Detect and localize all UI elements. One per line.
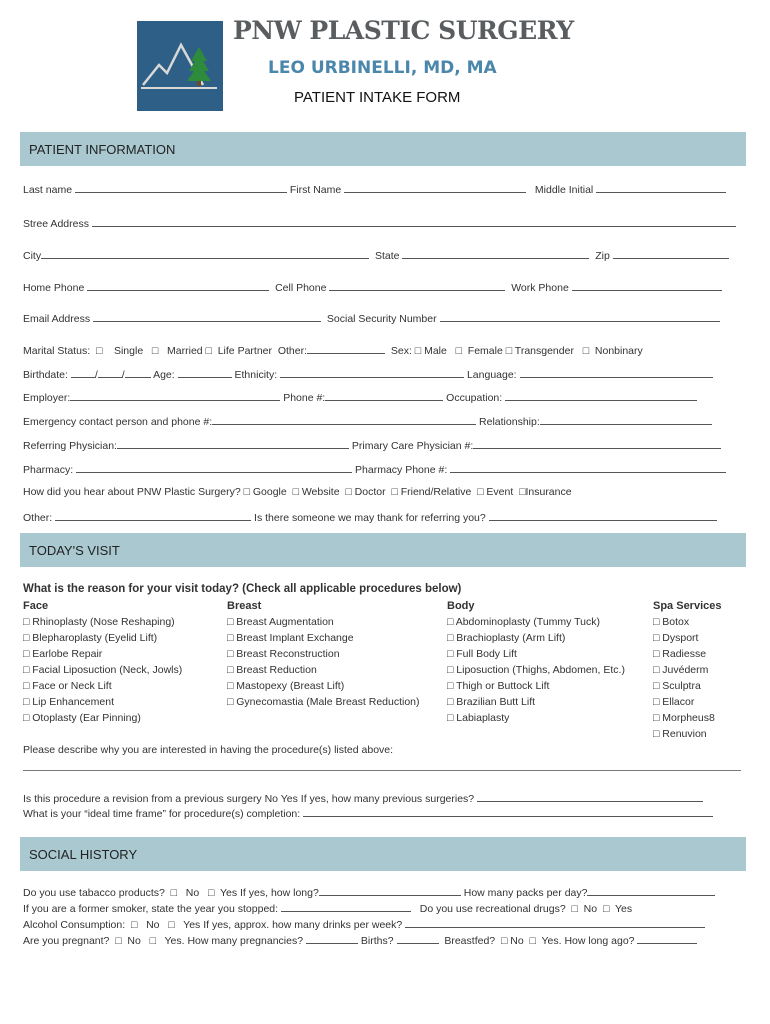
other-referral-label: Other: [23,512,53,524]
tobacco-yes-option[interactable]: Yes If yes, how long? [219,887,319,899]
pregnancies-field[interactable] [306,934,358,944]
event-option[interactable]: Event [486,486,514,498]
tobacco-no-option[interactable]: No [185,887,200,899]
married-option[interactable]: Married [167,345,203,357]
home-phone-field[interactable] [87,281,269,291]
describe-label: Please describe why you are interested in having the procedure(s) listed above: [23,744,394,756]
procedure-checkbox[interactable]: □ Rhinoplasty (Nose Reshaping) [23,616,175,628]
employer-row [23,391,697,404]
email-label: Email Address [23,313,91,325]
procedure-checkbox[interactable]: □ Breast Augmentation [227,616,334,628]
packs-label: How many packs per day? [463,887,588,899]
last-name-field[interactable] [75,183,287,193]
procedure-checkbox[interactable]: □ Renuvion [653,728,707,740]
procedure-checkbox[interactable]: □ Ellacor [653,696,695,708]
timeframe-field[interactable] [303,807,713,817]
street-row [23,217,736,230]
birth-day-field[interactable] [98,368,122,378]
births-field[interactable] [397,934,439,944]
ssn-field[interactable] [440,312,720,322]
pharmacy-phone-label: Pharmacy Phone #: [355,464,448,476]
employer-phone-field[interactable] [325,391,443,401]
procedure-checkbox[interactable]: □ Dysport [653,632,699,644]
insurance-option[interactable]: Insurance [525,486,572,498]
language-field[interactable] [520,368,713,378]
revision-count-field[interactable] [477,792,703,802]
street-field[interactable] [92,217,736,227]
other-referral-field[interactable] [55,511,251,521]
pharmacy-phone-field[interactable] [450,463,726,473]
email-row [23,312,720,325]
drugs-yes-option[interactable]: Yes [614,903,633,915]
emergency-field[interactable] [212,415,476,425]
life-partner-option[interactable]: Life Partner [217,345,272,357]
stopped-year-field[interactable] [281,902,411,912]
alcohol-label: Alcohol Consumption: [23,919,126,931]
procedure-checkbox[interactable]: □ Full Body Lift [447,648,517,660]
procedure-checkbox[interactable]: □ Abdominoplasty (Tummy Tuck) [447,616,601,628]
name-row [23,183,726,196]
ssn-label: Social Security Number [326,313,437,325]
transgender-option[interactable]: Transgender [514,345,574,357]
thank-referrer-field[interactable] [489,511,717,521]
section-header-social-history [20,837,746,871]
breastfed-duration-field[interactable] [637,934,697,944]
procedure-checkbox[interactable]: □ Breast Reduction [227,664,317,676]
procedure-checkbox[interactable]: □ Juvéderm [653,664,709,676]
marital-row: Marital Status: □ Single □ Married □ Life Partner Other: Sex: □ Male □ Female □ Transgender □ Nonbinary [23,345,643,357]
relationship-label: Relationship: [479,416,540,428]
relationship-field[interactable] [540,415,712,425]
procedure-checkbox[interactable]: □ Face or Neck Lift [23,680,112,692]
column-header: Face [23,600,49,612]
middle-initial-label: Middle Initial [534,184,594,196]
section-title: PATIENT INFORMATION [29,141,176,157]
first-name-label: First Name [289,184,342,196]
births-label: Births? [360,935,394,947]
other-referral-row [23,511,717,524]
other-option[interactable]: Other: [277,345,308,357]
drinks-field[interactable] [405,918,705,928]
procedure-checkbox[interactable]: □ Facial Liposuction (Neck, Jowls) [23,664,183,676]
friend-relative-option[interactable]: Friend/Relative [400,486,472,498]
procedure-checkbox[interactable]: □ Brachioplasty (Arm Lift) [447,632,566,644]
breastfed-label: Breastfed? [444,935,496,947]
email-field[interactable] [93,312,321,322]
occupation-field[interactable] [505,391,697,401]
city-label: City [23,250,42,262]
section-title: TODAY'S VISIT [29,542,120,558]
marital-other-field[interactable] [307,344,385,354]
former-smoker-label: If you are a former smoker, state the year you stopped: [23,903,279,915]
alcohol-no-option[interactable]: No [146,919,160,931]
pregnant-yes-option[interactable]: Yes. How many pregnancies? [164,935,304,947]
language-label: Language: [466,369,517,381]
birthdate-label: Birthdate: [23,369,68,381]
pregnant-no-option[interactable]: No [127,935,141,947]
procedure-checkbox[interactable]: □ Botox [653,616,690,628]
cell-phone-label: Cell Phone [275,282,327,294]
form-title: PATIENT INTAKE FORM [294,89,461,106]
section-header-patient-info [20,132,746,166]
tobacco-row: Do you use tabacco products? □ No □ Yes If yes, how long? How many packs per day? [23,886,715,899]
procedure-checkbox[interactable]: □ Mastopexy (Breast Lift) [227,680,345,692]
procedure-checkbox[interactable]: □ Brazilian Butt Lift [447,696,536,708]
body-column [447,598,625,726]
phone-row [23,281,722,294]
procedure-checkbox[interactable]: □ Earlobe Repair [23,648,103,660]
revision-row [23,792,703,805]
doctor-name: LEO URBINELLI, MD, MA [268,58,497,78]
home-phone-label: Home Phone [23,282,85,294]
google-option[interactable]: Google [252,486,287,498]
tobacco-label: Do you use tabacco products? [23,887,165,899]
referral-source-row: How did you hear about PNW Plastic Surgery? □ Google □ Website □ Doctor □ Friend/Relative □ Event □Insurance [23,486,572,498]
procedure-checkbox[interactable]: □ Lip Enhancement [23,696,114,708]
primary-care-label: Primary Care Physician #: [351,440,474,452]
procedure-checkbox[interactable]: □ Blepharoplasty (Eyelid Lift) [23,632,158,644]
website-option[interactable]: Website [301,486,340,498]
referring-row [23,439,721,452]
describe-field[interactable] [23,769,741,771]
city-row [23,249,729,262]
section-title: SOCIAL HISTORY [29,846,138,862]
ethnicity-field[interactable] [280,368,464,378]
zip-field[interactable] [613,249,729,259]
city-field[interactable] [41,249,369,259]
alcohol-row: Alcohol Consumption: □ No □ Yes If yes, approx. how many drinks per week? [23,918,705,931]
packs-field[interactable] [587,886,715,896]
drugs-no-option[interactable]: No [583,903,598,915]
employer-phone-label: Phone #: [283,392,326,404]
revision-label: Is this procedure a revision from a previous surgery No Yes If yes, how many previous surgeries? [23,793,475,805]
emergency-label: Emergency contact person and phone #: [23,416,213,428]
timeframe-row [23,807,713,820]
employer-label: Employer: [23,392,71,404]
pharmacy-field[interactable] [76,463,352,473]
age-field[interactable] [178,368,232,378]
last-name-label: Last name [23,184,73,196]
procedure-checkbox[interactable]: □ Breast Implant Exchange [227,632,354,644]
column-header: Breast [227,600,262,612]
male-option[interactable]: Male [424,345,447,357]
procedure-checkbox[interactable]: □ Sculptra [653,680,701,692]
doctor-option[interactable]: Doctor [354,486,386,498]
state-field[interactable] [402,249,589,259]
emergency-row [23,415,712,428]
section-header-todays-visit [20,533,746,567]
procedure-checkbox[interactable]: □ Otoplasty (Ear Pinning) [23,712,141,724]
work-phone-field[interactable] [572,281,722,291]
referring-label: Referring Physician: [23,440,117,452]
thank-referrer-label: Is there someone we may thank for referring you? [254,512,486,524]
former-smoker-row: If you are a former smoker, state the year you stopped: Do you use recreational drugs? □ No □ Yes [23,903,633,915]
drugs-label: Do you use recreational drugs? [419,903,566,915]
cell-phone-field[interactable] [329,281,505,291]
pregnant-label: Are you pregnant? [23,935,110,947]
first-name-field[interactable] [344,183,526,193]
state-label: State [374,250,400,262]
procedure-checkbox[interactable]: □ Thigh or Buttock Lift [447,680,550,692]
street-label: Stree Address [23,218,89,230]
sex-label: Sex: [390,345,412,357]
column-header: Spa Services [653,600,722,612]
ethnicity-label: Ethnicity: [234,369,278,381]
single-option[interactable]: Single [113,345,144,357]
primary-care-field[interactable] [473,439,721,449]
alcohol-yes-option[interactable]: Yes If yes, approx. how many drinks per week? [183,919,403,931]
middle-initial-field[interactable] [596,183,726,193]
zip-label: Zip [595,250,610,262]
pharmacy-row [23,463,726,476]
nonbinary-option[interactable]: Nonbinary [594,345,643,357]
age-label: Age: [153,369,175,381]
pharmacy-label: Pharmacy: [23,464,74,476]
practice-name: PNW PLASTIC SURGERY [233,16,574,45]
marital-label: Marital Status: [23,345,91,357]
timeframe-label: What is your “ideal time frame” for procedure(s) completion: [23,808,301,820]
pregnancy-row: Are you pregnant? □ No □ Yes. How many pregnancies? Births? Breastfed? □ No □ Yes. How long ago? [23,934,697,947]
breastfed-yes-option[interactable]: Yes. How long ago? [541,935,635,947]
birth-year-field[interactable] [125,368,151,378]
spa-column [653,598,722,742]
procedure-checkbox[interactable]: □ Gynecomastia (Male Breast Reduction) [227,696,420,708]
occupation-label: Occupation: [446,392,503,404]
procedure-checkbox[interactable]: □ Morpheus8 [653,712,715,724]
work-phone-label: Work Phone [511,282,569,294]
face-column [23,598,182,726]
breastfed-no-option[interactable]: No [510,935,524,947]
visit-reason-question: What is the reason for your visit today? (Check all applicable procedures below) [23,583,462,595]
employer-field[interactable] [70,391,280,401]
procedure-checkbox[interactable]: □ Liposuction (Thighs, Abdomen, Etc.) [447,664,625,676]
referral-source-label: How did you hear about PNW Plastic Surgery? [23,486,241,498]
procedure-checkbox[interactable]: □ Labiaplasty [447,712,510,724]
column-header: Body [447,600,475,612]
female-option[interactable]: Female [467,345,503,357]
procedure-checkbox[interactable]: □ Radiesse [653,648,707,660]
tobacco-duration-field[interactable] [319,886,461,896]
birth-month-field[interactable] [71,368,95,378]
breast-column [227,598,420,710]
birthdate-row: Birthdate: / / Age: Ethnicity: Language: [23,368,713,381]
procedure-checkbox[interactable]: □ Breast Reconstruction [227,648,340,660]
referring-field[interactable] [117,439,349,449]
practice-logo [137,21,223,111]
